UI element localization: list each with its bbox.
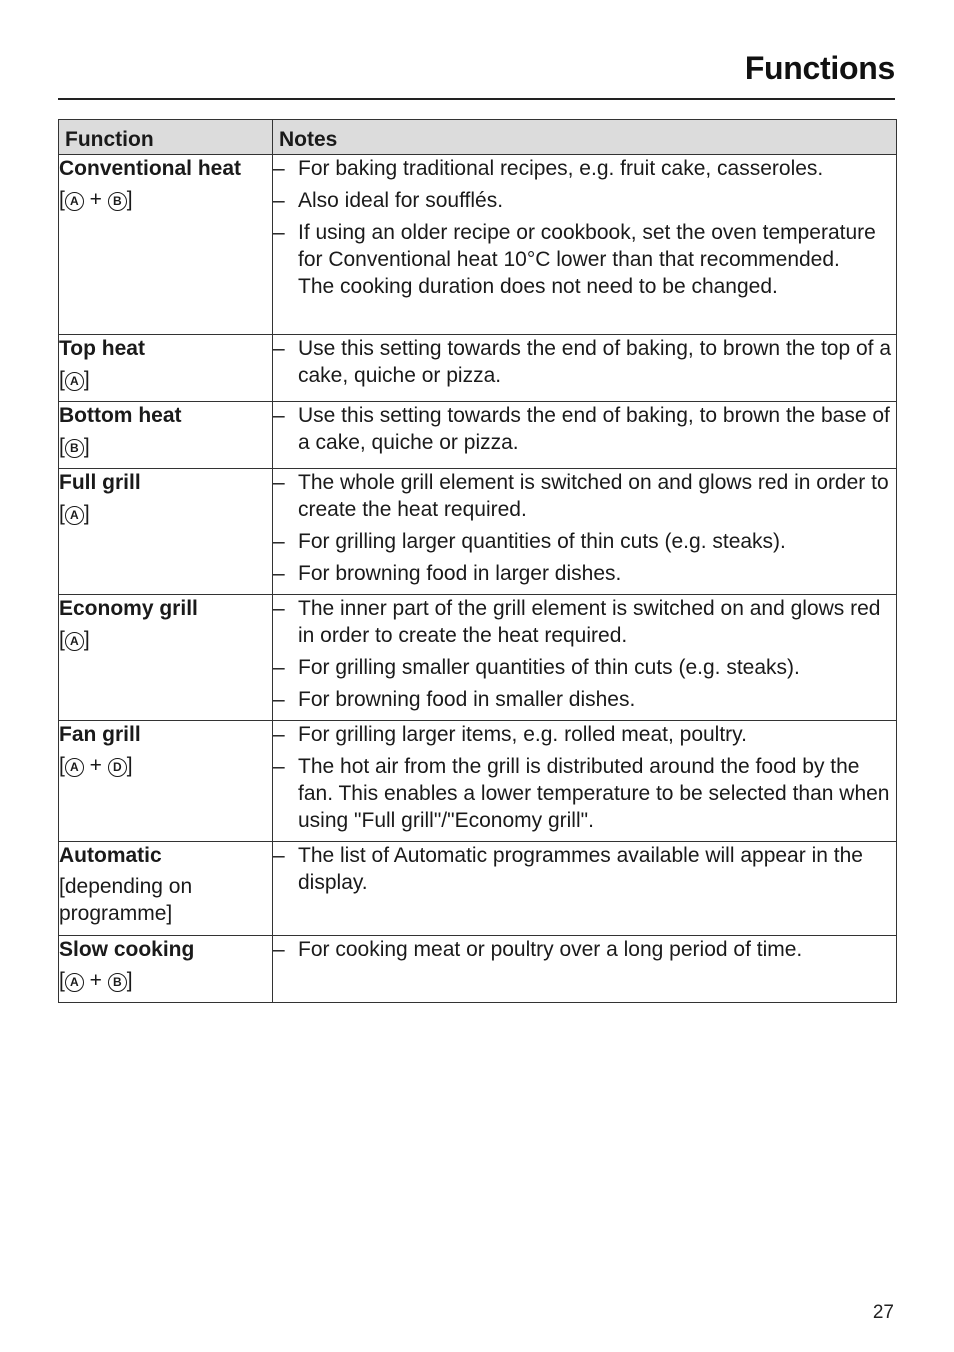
function-cell bbox=[59, 155, 273, 335]
note-item bbox=[273, 528, 896, 555]
element-symbol-text: [depending on programme] bbox=[59, 875, 193, 925]
note-item bbox=[273, 936, 896, 963]
note-text: – The hot air from the grill is distributed around the food by the fan. This enables a lower temperature to be selected than when using "Full grill"/"Economy grill". bbox=[298, 755, 890, 832]
function-heating-elements bbox=[59, 752, 272, 779]
function-heating-elements bbox=[59, 500, 272, 527]
table-body bbox=[59, 155, 897, 1003]
note-item bbox=[273, 469, 896, 523]
heating-element-d-icon: D bbox=[108, 758, 127, 777]
note-text: – Use this setting towards the end of baking, to brown the base of a cake, quiche or pizza. bbox=[298, 404, 890, 454]
function-name: Bottom heat bbox=[59, 404, 182, 427]
note-item bbox=[273, 595, 896, 649]
table-row bbox=[59, 721, 897, 842]
heating-element-a-icon: A bbox=[65, 506, 84, 525]
function-cell bbox=[59, 842, 273, 936]
note-item bbox=[273, 842, 896, 896]
note-text: – The whole grill element is switched on and glows red in order to create the heat required. bbox=[298, 471, 889, 521]
heating-element-a-icon: A bbox=[65, 758, 84, 777]
heating-element-a-icon: A bbox=[65, 192, 84, 211]
element-symbol-text: ] bbox=[126, 969, 133, 992]
note-text: – Use this setting towards the end of baking, to brown the top of a cake, quiche or pizza. bbox=[298, 337, 892, 387]
notes-cell bbox=[273, 842, 897, 936]
title-rule bbox=[58, 98, 895, 100]
function-cell bbox=[59, 335, 273, 402]
note-item bbox=[273, 560, 896, 587]
notes-list bbox=[273, 721, 896, 834]
table-row bbox=[59, 335, 897, 402]
note-item bbox=[273, 402, 896, 456]
notes-cell bbox=[273, 469, 897, 595]
function-name: Full grill bbox=[59, 471, 141, 494]
note-text: – Also ideal for soufflés. bbox=[298, 189, 504, 212]
notes-list bbox=[273, 402, 896, 456]
heating-element-b-icon: B bbox=[65, 439, 84, 458]
header-function: Function bbox=[59, 120, 273, 155]
note-text: – For browning food in larger dishes. bbox=[298, 562, 622, 585]
table-header-row bbox=[59, 120, 897, 155]
function-name: Fan grill bbox=[59, 723, 141, 746]
header-notes: Notes bbox=[273, 120, 897, 155]
function-cell bbox=[59, 936, 273, 1003]
element-symbol-text: ] bbox=[126, 188, 133, 211]
function-name: Automatic bbox=[59, 844, 162, 867]
note-text: – If using an older recipe or cookbook, set the oven temperature for Conventional heat 10°C lower than that recommended. bbox=[298, 221, 876, 271]
function-cell bbox=[59, 595, 273, 721]
note-text: – For cooking meat or poultry over a long period of time. bbox=[298, 938, 803, 961]
function-heating-elements bbox=[59, 366, 272, 393]
element-symbol-text: + bbox=[83, 969, 108, 992]
notes-cell bbox=[273, 335, 897, 402]
function-heating-elements bbox=[59, 186, 272, 213]
element-symbol-text: [ bbox=[59, 754, 65, 777]
heating-element-a-icon: A bbox=[65, 372, 84, 391]
heating-element-a-icon: A bbox=[65, 632, 84, 651]
notes-cell bbox=[273, 402, 897, 469]
notes-cell bbox=[273, 155, 897, 335]
table-row bbox=[59, 402, 897, 469]
function-heating-elements bbox=[59, 433, 272, 460]
element-symbol-text: + bbox=[83, 754, 108, 777]
note-item bbox=[273, 335, 896, 389]
note-item bbox=[273, 753, 896, 834]
note-text: – For browning food in smaller dishes. bbox=[298, 688, 636, 711]
element-symbol-text: [ bbox=[59, 969, 65, 992]
notes-list bbox=[273, 842, 896, 896]
note-item bbox=[273, 654, 896, 681]
function-cell bbox=[59, 469, 273, 595]
note-item bbox=[273, 686, 896, 713]
function-heating-elements bbox=[59, 873, 272, 927]
notes-cell bbox=[273, 595, 897, 721]
function-name: Conventional heat bbox=[59, 157, 242, 180]
table-row bbox=[59, 842, 897, 936]
element-symbol-text: ] bbox=[83, 628, 90, 651]
note-text: – The list of Automatic programmes available will appear in the display. bbox=[298, 844, 863, 894]
function-cell bbox=[59, 721, 273, 842]
notes-list bbox=[273, 595, 896, 713]
element-symbol-text: [ bbox=[59, 368, 65, 391]
note-text: – For grilling smaller quantities of thin cuts (e.g. steaks). bbox=[298, 656, 800, 679]
note-text: – For grilling larger items, e.g. rolled meat, poultry. bbox=[298, 723, 747, 746]
function-heating-elements bbox=[59, 967, 272, 994]
element-symbol-text: [ bbox=[59, 502, 65, 525]
heating-element-b-icon: B bbox=[108, 973, 127, 992]
notes-list bbox=[273, 469, 896, 587]
table-row bbox=[59, 936, 897, 1003]
notes-cell bbox=[273, 936, 897, 1003]
note-text: – The inner part of the grill element is switched on and glows red in order to create the heat required. bbox=[298, 597, 881, 647]
note-item bbox=[273, 187, 896, 214]
heating-element-b-icon: B bbox=[108, 192, 127, 211]
function-name: Economy grill bbox=[59, 597, 198, 620]
element-symbol-text: + bbox=[83, 188, 108, 211]
element-symbol-text: [ bbox=[59, 628, 65, 651]
note-text: – For grilling larger quantities of thin cuts (e.g. steaks). bbox=[298, 530, 786, 553]
table-row bbox=[59, 469, 897, 595]
note-item bbox=[273, 155, 896, 182]
element-symbol-text: ] bbox=[126, 754, 133, 777]
function-cell bbox=[59, 402, 273, 469]
note-text: The cooking duration does not need to be changed. bbox=[298, 275, 778, 298]
notes-cell bbox=[273, 721, 897, 842]
page-title: Functions bbox=[744, 50, 895, 86]
table-row bbox=[59, 155, 897, 335]
function-heating-elements bbox=[59, 626, 272, 653]
element-symbol-text: ] bbox=[83, 502, 90, 525]
note-text: – For baking traditional recipes, e.g. fruit cake, casseroles. bbox=[298, 157, 824, 180]
element-symbol-text: [ bbox=[59, 435, 65, 458]
element-symbol-text: ] bbox=[83, 368, 90, 391]
element-symbol-text: ] bbox=[83, 435, 90, 458]
heating-element-a-icon: A bbox=[65, 973, 84, 992]
function-name: Slow cooking bbox=[59, 938, 195, 961]
function-name: Top heat bbox=[59, 337, 145, 360]
functions-table bbox=[58, 119, 897, 1003]
notes-list bbox=[273, 335, 896, 389]
table-row bbox=[59, 595, 897, 721]
page-number: 27 bbox=[872, 1302, 894, 1323]
element-symbol-text: [ bbox=[59, 188, 65, 211]
note-item bbox=[273, 721, 896, 748]
notes-list bbox=[273, 936, 896, 963]
notes-list bbox=[273, 155, 896, 300]
note-item bbox=[273, 219, 896, 300]
